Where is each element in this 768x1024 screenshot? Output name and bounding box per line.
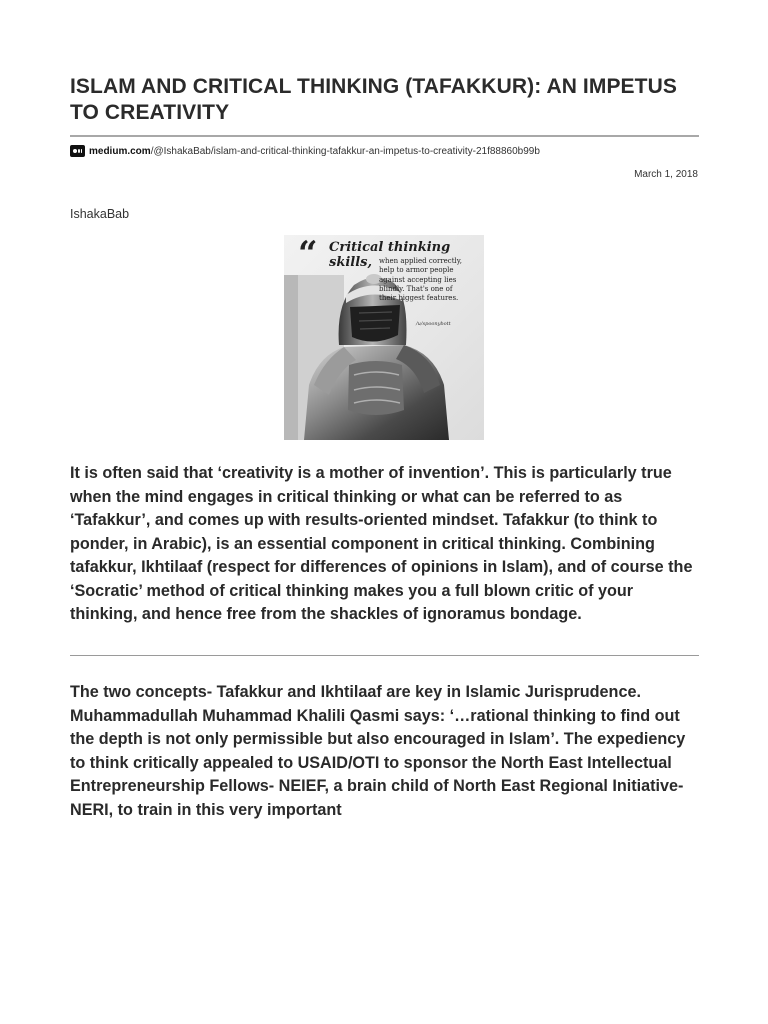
source-link[interactable] bbox=[70, 144, 540, 158]
quote-line: help to armor people bbox=[379, 266, 454, 275]
source-path[interactable]: /@IshakaBab/islam-and-critical-thinking-tafakkur-an-impetus-to-creativity-21f88860b99b bbox=[150, 145, 540, 157]
quote-line: when applied correctly, bbox=[379, 257, 463, 265]
quote-signature: /u/spoonybott bbox=[416, 321, 451, 327]
quote-line: their biggest features. bbox=[379, 294, 459, 303]
body-paragraph: The two concepts- Tafakkur and Ikhtilaaf are key in Islamic Jurisprudence. Muhammadullah Muhammad Khalili Qasmi says: ‘…rational thinking to find out the depth is not only permissible but also encouraged in Islam’. The expediency to think critically appealed to USAID/OTI to sponsor the North East Intellectual Entrepreneurship Fellows- NEIEF, a brain child of North East Regional Initiative- NERI, to train in this very important bbox=[70, 683, 686, 819]
source-domain[interactable]: medium.com bbox=[89, 145, 151, 157]
paragraph-divider bbox=[70, 655, 699, 656]
quote-line: blindly. That's one of bbox=[379, 284, 453, 293]
article-image bbox=[284, 235, 484, 440]
author-name: IshakaBab bbox=[70, 207, 130, 221]
quote-title: Critical thinking skills, bbox=[329, 240, 451, 270]
publish-date: March 1, 2018 bbox=[634, 169, 698, 180]
article-title: ISLAM AND CRITICAL THINKING (TAFAKKUR): AN IMPETUS TO CREATIVITY bbox=[70, 75, 677, 124]
medium-logo-icon bbox=[70, 145, 85, 157]
quote-body bbox=[379, 257, 479, 303]
title-divider bbox=[70, 135, 699, 137]
quote-mark: “ bbox=[298, 235, 318, 274]
body-paragraph: It is often said that ‘creativity is a mother of invention’. This is particularly true when the mind engages in critical thinking or what can be referred to as ‘Tafakkur’, and comes up with results-oriented mindset. Tafakkur (to think to ponder, in Arabic), is an essential component in critical thinking. Combining tafakkur, Ikhtilaaf (respect for differences of opinions in Islam), and of course the ‘Socratic’ method of critical thinking makes you a full blown critic of your thinking, and hence free from the shackles of ignoramus bondage. bbox=[70, 464, 693, 623]
quote-line: against accepting lies bbox=[379, 275, 457, 284]
